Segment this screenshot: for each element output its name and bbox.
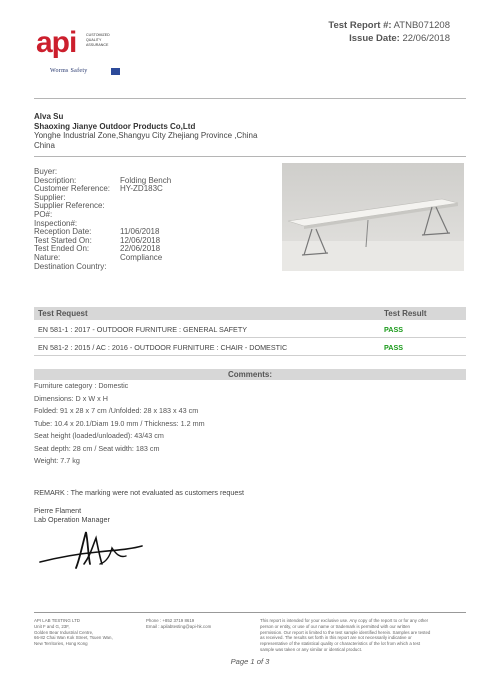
- page-number: Page 1 of 3: [230, 657, 270, 666]
- col-test-result: Test Result: [384, 309, 427, 318]
- detail-label: Customer Reference:: [34, 184, 111, 194]
- report-number-line: [328, 19, 450, 32]
- client-contact: Alva Su: [34, 112, 64, 121]
- footer-address-line: 66-82 Chai Wan Kok Street, Tsuen Wan,: [34, 635, 113, 641]
- footer-contact: [146, 618, 246, 630]
- detail-label: Destination Country:: [34, 261, 107, 271]
- report-number: ATNB071208: [393, 20, 450, 31]
- sample-details: [34, 168, 171, 271]
- test-request: EN 581-1 : 2017 - OUTDOOR FURNITURE : GENERAL SAFETY: [38, 325, 248, 334]
- detail-label: Supplier:: [34, 192, 66, 202]
- client-address-2: China: [34, 140, 55, 150]
- report-number-label: Test Report #:: [328, 20, 392, 31]
- logo-sub-brand: Worms Safety: [50, 68, 88, 74]
- logo-brand: api: [36, 26, 77, 59]
- comments-body: [34, 380, 205, 468]
- logo-tagline-3: ASSURANCE: [86, 43, 109, 47]
- footer-divider: [34, 612, 466, 613]
- folding-bench-image: [282, 163, 464, 271]
- api-logo: [36, 28, 126, 80]
- header-divider: [34, 98, 466, 99]
- remark: REMARK : The marking were not evaluated as customers request: [34, 488, 244, 497]
- test-result: PASS: [384, 325, 404, 334]
- client-block: [34, 112, 257, 150]
- comment-line: Furniture category : Domestic: [34, 381, 129, 390]
- disclaimer-line: permission. Our report is limited to the test sample identified herein. Samples are tested: [260, 629, 431, 635]
- detail-value: 12/06/2018: [120, 235, 161, 245]
- col-test-request: Test Request: [38, 309, 88, 318]
- footer-address-line: API LAB TESTING LTD: [34, 618, 80, 623]
- footer-email: Email : apilabtesting@api-hk.com: [146, 623, 212, 629]
- detail-row: [34, 263, 171, 272]
- test-request: EN 581-2 : 2015 / AC : 2016 - OUTDOOR FURNITURE : CHAIR - DOMESTIC: [38, 343, 288, 352]
- flag-icon: [111, 68, 120, 75]
- signer-name: Pierre Flament: [34, 506, 82, 515]
- footer-address-line: Golden Bear Industrial Centre,: [34, 629, 94, 635]
- detail-label: Reception Date:: [34, 227, 92, 237]
- detail-value: 22/06/2018: [120, 244, 161, 254]
- signer-block: [34, 506, 110, 524]
- detail-label: PO#:: [34, 209, 53, 219]
- detail-label: Description:: [34, 175, 77, 185]
- detail-value: Folding Bench: [120, 175, 172, 185]
- comment-line: Dimensions: D x W x H: [34, 393, 108, 403]
- detail-label: Buyer:: [34, 167, 58, 176]
- client-address-1: Yonghe Industrial Zone,Shangyu City Zhejiang Province ,China: [34, 131, 258, 141]
- logo-tagline-1: CUSTOMIZED: [86, 33, 110, 37]
- issue-date-line: [328, 32, 450, 45]
- footer-address: [34, 618, 134, 647]
- logo-tagline: [86, 33, 110, 48]
- issue-date: 22/06/2018: [402, 33, 450, 44]
- client-divider: [34, 156, 466, 157]
- detail-value: 11/06/2018: [120, 227, 160, 237]
- detail-label: Nature:: [34, 252, 61, 262]
- disclaimer-line: person or entity, or use of our name or trademark is permitted with our written: [260, 623, 410, 629]
- detail-label: Inspection#:: [34, 218, 78, 228]
- comment-line: Folded: 91 x 28 x 7 cm /Unfolded: 28 x 183 x 43 cm: [34, 406, 199, 415]
- detail-label: Test Ended On:: [34, 244, 90, 254]
- detail-row: [34, 202, 171, 211]
- comment-line: Seat depth: 28 cm / Seat width: 183 cm: [34, 443, 160, 453]
- test-table-header: [34, 307, 466, 320]
- comment-line: Tube: 10.4 x 20.1/Diam 19.0 mm / Thickness: 1.2 mm: [34, 418, 205, 428]
- client-company: Shaoxing Jianye Outdoor Products Co,Ltd: [34, 121, 196, 131]
- table-row: [34, 320, 466, 338]
- detail-value: Compliance: [120, 252, 163, 262]
- disclaimer-line: representative of the statistical quality or characteristics of the lot from which a test: [260, 641, 421, 647]
- comments-heading: Comments:: [34, 369, 466, 380]
- report-header: [328, 19, 450, 45]
- logo-tagline-2: QUALITY: [86, 38, 102, 42]
- detail-label: Supplier Reference:: [34, 201, 105, 211]
- footer-address-line: Unit F and G, 23F,: [34, 623, 70, 629]
- detail-label: Test Started On:: [34, 235, 92, 245]
- footer-address-line: New Territories, Hong Kong: [34, 641, 88, 647]
- disclaimer-line: as received. The results set forth in this report are not necessarily indicative or: [260, 635, 412, 641]
- signer-title: Lab Operation Manager: [34, 515, 110, 524]
- disclaimer-line: sample was taken or any similar or identical product.: [260, 646, 363, 652]
- signature: [36, 528, 146, 574]
- comment-line: Seat height (loaded/unloaded): 43/43 cm: [34, 431, 164, 440]
- disclaimer-line: This report is intended for your exclusive use. Any copy of the report to or for any other: [260, 618, 429, 623]
- footer-phone: Phone : +852 3719 8619: [146, 618, 195, 623]
- footer-disclaimer: [260, 618, 468, 653]
- table-row: [34, 338, 466, 356]
- issue-date-label: Issue Date:: [349, 33, 400, 44]
- comment-line: Weight: 7.7 kg: [34, 456, 80, 465]
- test-result: PASS: [384, 343, 404, 352]
- product-photo: [282, 163, 464, 271]
- detail-value: HY-ZD183C: [120, 184, 163, 194]
